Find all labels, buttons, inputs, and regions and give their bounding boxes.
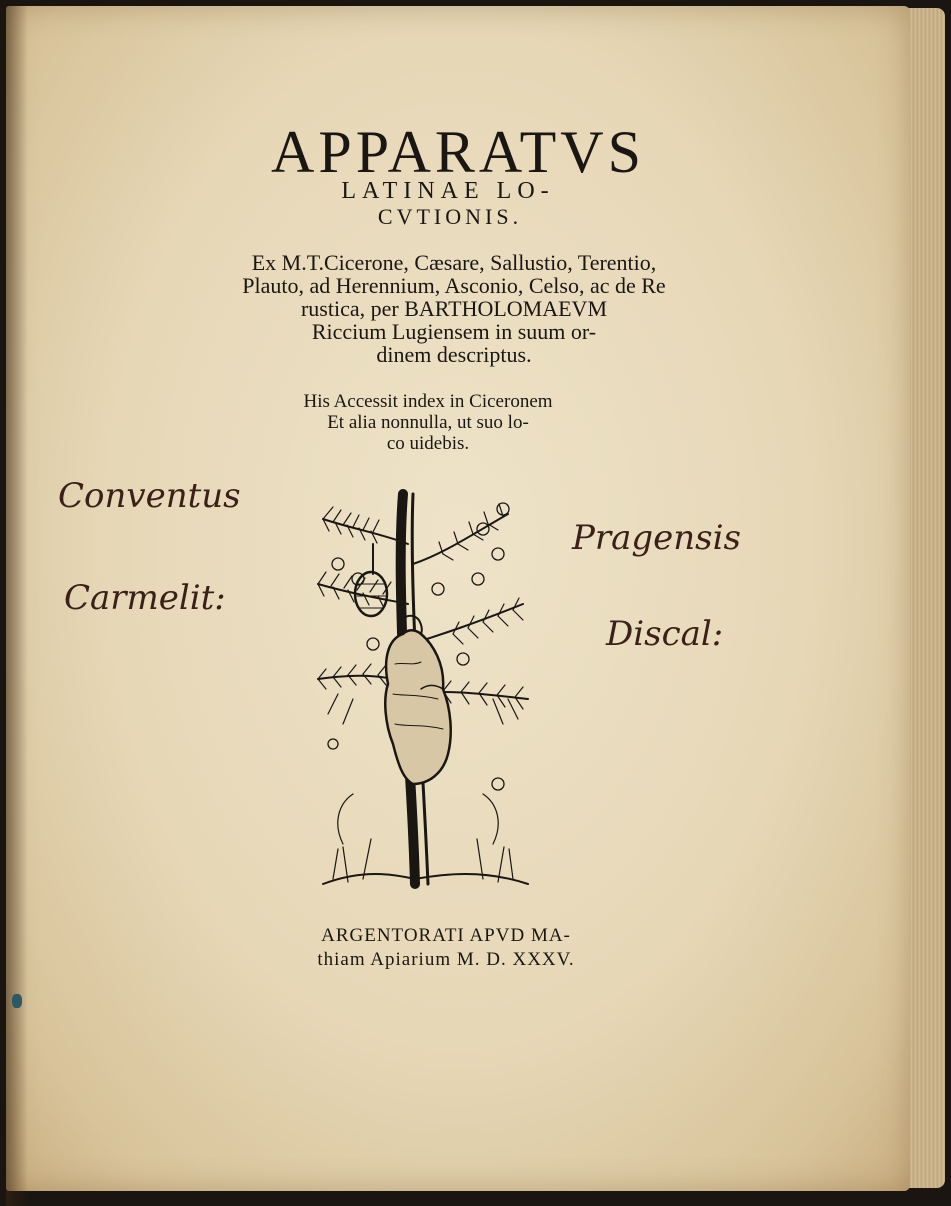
woodcut-bear-tree-illustration xyxy=(303,484,543,894)
description-block xyxy=(2,251,906,366)
handwritten-note-left-1: Conventus xyxy=(58,476,241,516)
subtitle-line-1: LATINAE LO- xyxy=(341,178,555,204)
subtitle-line-2: CVTIONIS. xyxy=(377,204,523,229)
description-line: Riccium Lugiensem in suum or- xyxy=(311,319,597,344)
description-line: rustica, per BARTHOLOMAEVM xyxy=(300,296,608,321)
index-line: co uidebis. xyxy=(386,433,470,454)
handwritten-note-right-1: Pragensis xyxy=(572,518,741,558)
imprint-line-1: ARGENTORATI APVD MA- xyxy=(321,925,571,946)
page-fore-edge xyxy=(905,8,945,1188)
description-line: Plauto, ad Herennium, Asconio, Celso, ac de Re xyxy=(242,273,666,298)
index-note-block xyxy=(0,391,880,454)
index-line: His Accessit index in Ciceronem xyxy=(303,391,553,412)
imprint-line-2: thiam Apiarium M. D. XXXV. xyxy=(317,949,575,970)
book-title: APPARATVS xyxy=(271,119,645,185)
imprint-block xyxy=(0,924,898,972)
description-line: Ex M.T.Cicerone, Cæsare, Sallustio, Terentio, xyxy=(251,250,657,275)
title-page xyxy=(6,6,910,1191)
ink-stain xyxy=(12,994,22,1008)
handwritten-note-right-2: Discal: xyxy=(606,614,724,654)
handwritten-note-left-2: Carmelit: xyxy=(64,578,226,618)
index-line: Et alia nonnulla, ut suo lo- xyxy=(327,412,529,433)
description-line: dinem descriptus. xyxy=(376,342,532,367)
